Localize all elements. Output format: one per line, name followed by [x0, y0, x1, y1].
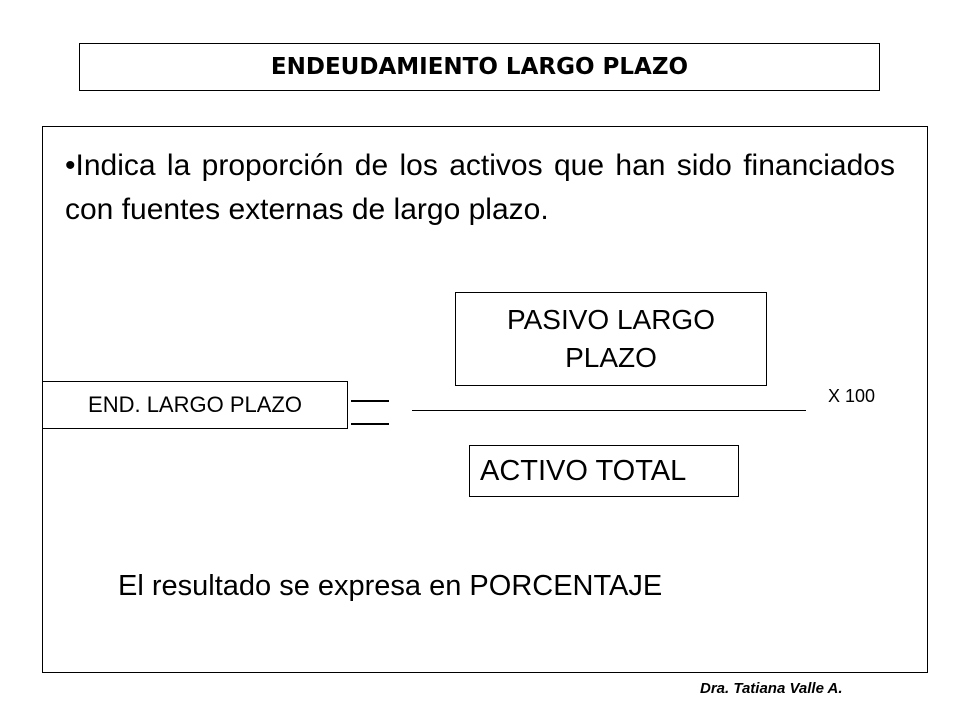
denominator-box [469, 445, 739, 497]
equals-sign [351, 400, 389, 426]
author-credit: Dra. Tatiana Valle A. [700, 680, 843, 697]
equals-bar-bottom [351, 423, 389, 425]
slide-title-box [79, 43, 880, 91]
equals-bar-top [351, 400, 389, 402]
multiplier-label: X 100 [828, 386, 876, 406]
denominator-label: ACTIVO TOTAL [480, 454, 687, 487]
result-label-box [42, 381, 348, 429]
result-label: END. LARGO PLAZO [88, 392, 302, 417]
slide-title: ENDEUDAMIENTO LARGO PLAZO [270, 54, 689, 80]
numerator-box [455, 292, 767, 386]
bullet-marker: • [65, 149, 76, 182]
numerator-label: PASIVO LARGO PLAZO [507, 304, 715, 373]
bullet-paragraph [65, 144, 895, 232]
bullet-text: Indica la proporción de los activos que han sido financiados con fuentes externas de largo plazo. [65, 149, 895, 226]
result-note: El resultado se expresa en PORCENTAJE [118, 570, 663, 602]
fraction-line [412, 410, 806, 411]
